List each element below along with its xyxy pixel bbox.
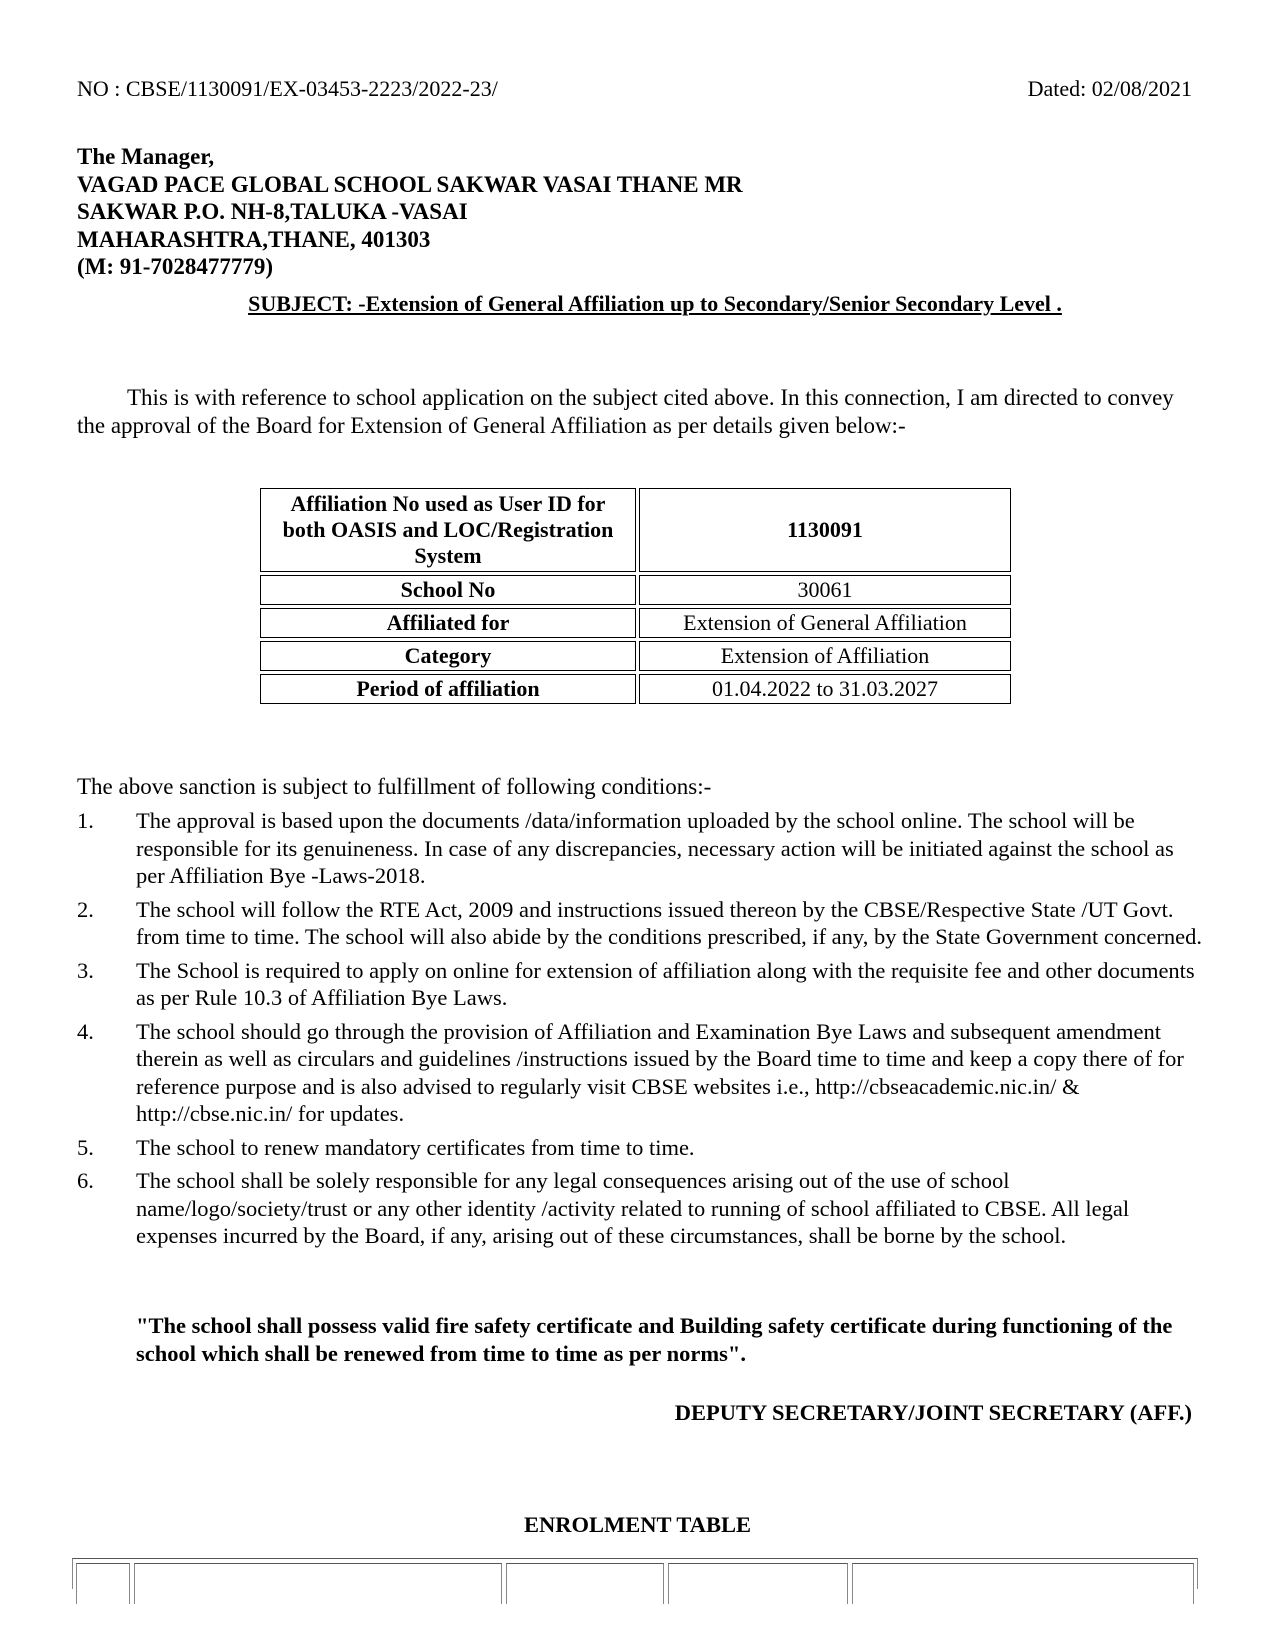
row-value: Extension of General Affiliation <box>639 608 1011 638</box>
conditions-list <box>77 807 1202 1256</box>
address-line: The Manager, <box>77 144 215 169</box>
condition-text: The school to renew mandatory certificates from time to time. <box>136 1134 695 1160</box>
condition-text: The school will follow the RTE Act, 2009 and instructions issued thereon by the CBSE/Respective State /UT Govt. from time to time. The school will also abide by the conditions prescribed, if any, by the State Government concerned. <box>136 896 1202 949</box>
table-row <box>260 488 1011 572</box>
row-label: School No <box>260 575 636 605</box>
list-number: 2. <box>77 896 94 922</box>
intro-paragraph <box>77 384 1197 439</box>
list-item <box>77 1134 1202 1162</box>
condition-text: The School is required to apply on online for extension of affiliation along with the requisite fee and other documents as per Rule 10.3 of Affiliation Bye Laws. <box>136 957 1195 1010</box>
row-value: 01.04.2022 to 31.03.2027 <box>639 674 1011 704</box>
enrolment-table-title: ENROLMENT TABLE <box>524 1512 751 1537</box>
signatory: DEPUTY SECRETARY/JOINT SECRETARY (AFF.) <box>674 1400 1192 1425</box>
table-row <box>260 608 1011 638</box>
address-line: MAHARASHTRA,THANE, 401303 <box>77 226 431 252</box>
fire-safety-note: "The school shall possess valid fire safety certificate and Building safety certificate during functioning of the school which shall be renewed from time to time as per norms". <box>136 1313 1173 1366</box>
affiliation-details-table <box>257 485 1014 707</box>
address-line: (M: 91-7028477779) <box>77 254 274 279</box>
table-header-cell <box>134 1563 502 1604</box>
list-item <box>77 1167 1202 1250</box>
affiliation-number: 1130091 <box>639 488 1011 572</box>
enrolment-table <box>72 1558 1198 1589</box>
list-number: 4. <box>77 1018 94 1044</box>
row-label: Category <box>260 641 636 671</box>
table-header-cell <box>668 1563 848 1604</box>
row-value: Extension of Affiliation <box>639 641 1011 671</box>
list-number: 3. <box>77 957 94 983</box>
list-number: 6. <box>77 1168 94 1193</box>
address-line: SAKWAR P.O. NH-8,TALUKA -VASAI <box>77 199 468 224</box>
recipient-address <box>77 143 743 281</box>
address-line: VAGAD PACE GLOBAL SCHOOL SAKWAR VASAI THANE MR <box>77 171 743 197</box>
table-header-cell <box>852 1563 1194 1604</box>
list-item <box>77 1018 1202 1128</box>
row-value: 30061 <box>639 575 1011 605</box>
intro-text: This is with reference to school application on the subject cited above. In this connection, I am directed to convey the approval of the Board for Extension of General Affiliation as per details given below:- <box>77 385 1174 438</box>
subject-line <box>0 291 1275 317</box>
condition-text: The approval is based upon the documents /data/information uploaded by the school online. The school will be responsible for its genuineness. In case of any discrepancies, necessary action will be initiated against the school as per Affiliation Bye -Laws-2018. <box>136 808 1174 888</box>
condition-text: The school should go through the provision of Affiliation and Examination Bye Laws and subsequent amendment therein as well as circulars and guidelines /instructions issued by the Board time to time and keep a copy there of for reference purpose and is also advised to regularly visit CBSE websites i.e., http://cbseacademic.nic.in/ & http://cbse.nic.in/ for updates. <box>136 1018 1184 1126</box>
table-row <box>260 641 1011 671</box>
conditions-intro: The above sanction is subject to fulfillment of following conditions:- <box>77 774 712 799</box>
table-header-cell <box>506 1563 664 1604</box>
reference-number: NO : CBSE/1130091/EX-03453-2223/2022-23/ <box>77 76 498 101</box>
subject-text: SUBJECT: -Extension of General Affiliation up to Secondary/Senior Secondary Level . <box>248 291 1062 316</box>
table-row <box>260 575 1011 605</box>
table-header-cell <box>76 1563 130 1604</box>
list-item <box>77 807 1202 890</box>
list-number: 1. <box>77 808 94 833</box>
row-label: Period of affiliation <box>260 674 636 704</box>
list-item <box>77 957 1202 1012</box>
table-row <box>260 674 1011 704</box>
row-label: Affiliation No used as User ID for both OASIS and LOC/Registration System <box>260 488 636 572</box>
row-label: Affiliated for <box>260 608 636 638</box>
letter-date: Dated: 02/08/2021 <box>1027 76 1192 101</box>
list-number: 5. <box>77 1134 94 1160</box>
list-item <box>77 896 1202 951</box>
condition-text: The school shall be solely responsible for any legal consequences arising out of the use of school name/logo/society/trust or any other identity /activity related to running of school affiliated to CBSE. All legal expenses incurred by the Board, if any, arising out of these circumstances, shall be borne by the school. <box>136 1168 1130 1248</box>
